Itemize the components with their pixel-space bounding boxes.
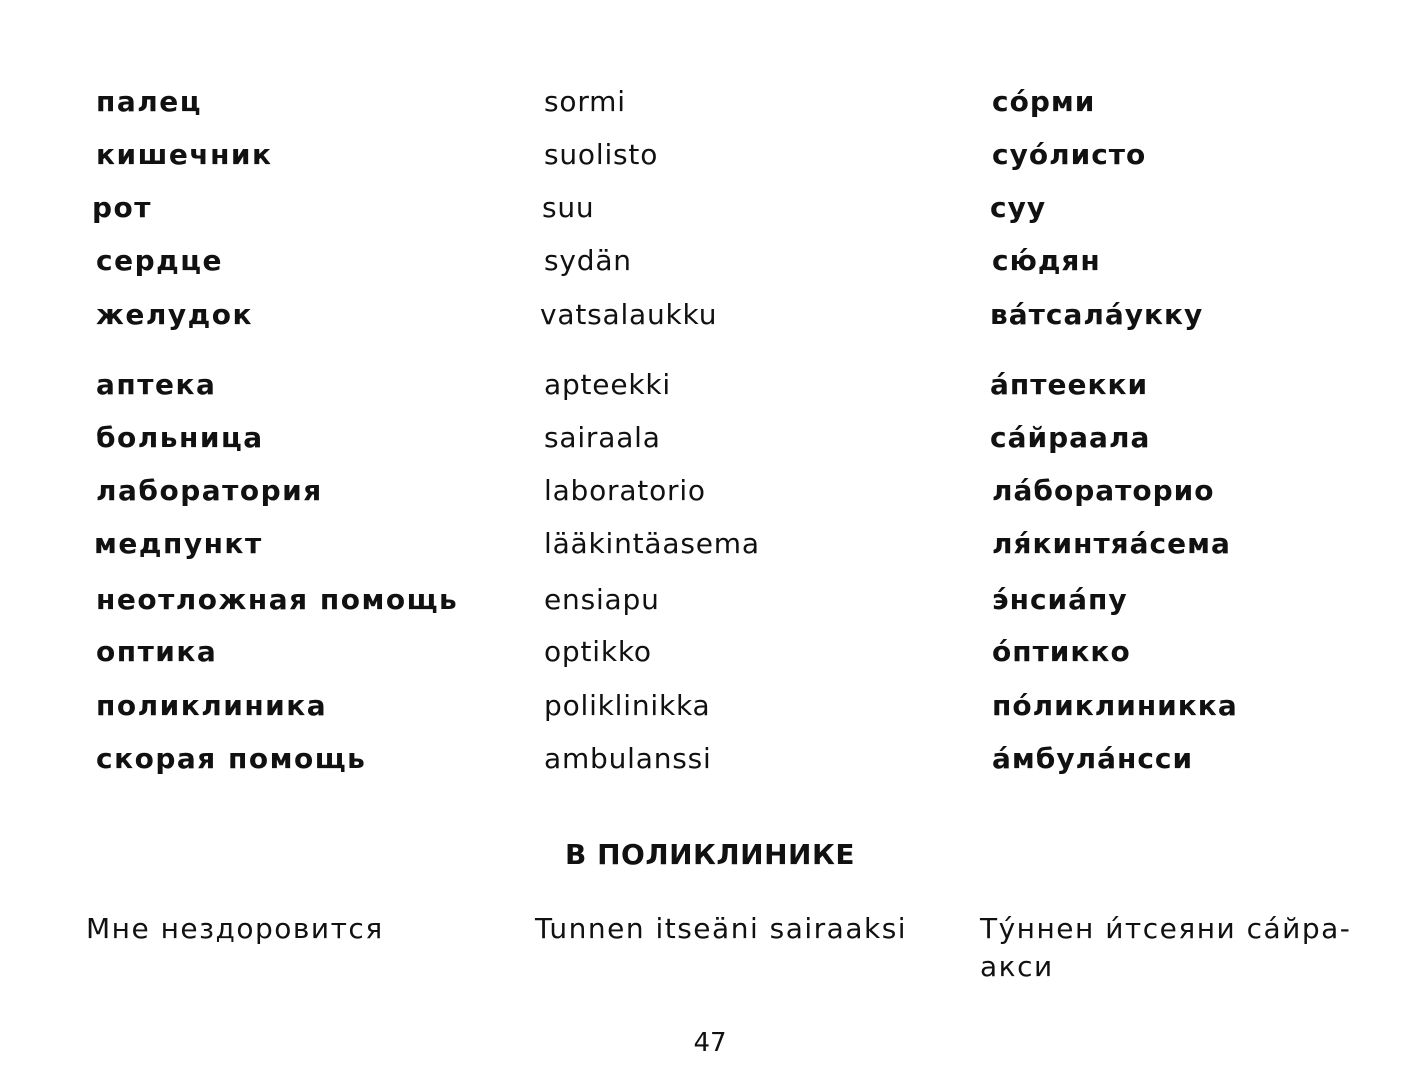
- vocab-row: [0, 632, 1420, 672]
- russian-word: медпункт: [94, 527, 263, 560]
- transcription: сю́дян: [992, 244, 1101, 277]
- transcription: о́птикко: [992, 635, 1131, 668]
- transcription: ла́бораторио: [992, 474, 1215, 507]
- transcription: суу: [990, 191, 1047, 224]
- vocab-row: [0, 580, 1420, 620]
- finnish-phrase: Tunnen itseäni sairaaksi: [535, 912, 908, 945]
- transcription: а́мбула́нсси: [992, 742, 1194, 775]
- finnish-word: sydän: [544, 244, 632, 277]
- finnish-word: poliklinikka: [544, 689, 711, 722]
- vocab-row: [0, 82, 1420, 122]
- vocab-row: [0, 365, 1420, 405]
- vocab-row: [0, 524, 1420, 564]
- russian-word: больница: [96, 421, 264, 454]
- russian-word: кишечник: [96, 138, 273, 171]
- transcription: суо́листо: [992, 138, 1147, 171]
- russian-word: сердце: [96, 244, 223, 277]
- vocab-row: [0, 471, 1420, 511]
- russian-word: лаборатория: [96, 474, 323, 507]
- russian-word: неотложная помощь: [96, 583, 459, 616]
- russian-word: рот: [92, 191, 153, 224]
- section-title: В ПОЛИКЛИНИКЕ: [565, 838, 855, 871]
- finnish-word: vatsalaukku: [540, 298, 718, 331]
- finnish-word: sairaala: [544, 421, 661, 454]
- vocab-row: [0, 241, 1420, 281]
- finnish-word: suolisto: [544, 138, 659, 171]
- russian-word: желудок: [96, 298, 253, 331]
- vocab-row: [0, 188, 1420, 228]
- finnish-word: apteekki: [544, 368, 671, 401]
- russian-word: палец: [96, 85, 202, 118]
- finnish-word: suu: [542, 191, 595, 224]
- russian-word: аптека: [96, 368, 217, 401]
- phrase-transcription: Ту́ннен и́тсеяни са́йра- акси: [980, 912, 1352, 983]
- transcription: а́птеекки: [990, 368, 1149, 401]
- finnish-word: ensiapu: [544, 583, 660, 616]
- transcription: по́ликлиникка: [992, 689, 1238, 722]
- russian-word: оптика: [96, 635, 218, 668]
- finnish-word: lääkintäasema: [544, 527, 760, 560]
- transcription: ва́тсала́укку: [990, 298, 1204, 331]
- transcription: са́йраала: [990, 421, 1151, 454]
- finnish-word: optikko: [544, 635, 652, 668]
- transcription: э́нсиа́пу: [992, 583, 1128, 616]
- vocab-row: [0, 686, 1420, 726]
- page-number: 47: [693, 1028, 727, 1058]
- vocab-row: [0, 295, 1420, 335]
- russian-phrase: Мне нездоровится: [86, 912, 384, 945]
- finnish-word: sormi: [544, 85, 626, 118]
- vocab-row: [0, 739, 1420, 779]
- vocab-row: [0, 418, 1420, 458]
- finnish-word: ambulanssi: [544, 742, 712, 775]
- russian-word: поликлиника: [96, 689, 328, 722]
- russian-word: скорая помощь: [96, 742, 367, 775]
- transcription: ля́кинтяа́сема: [992, 527, 1231, 560]
- finnish-word: laboratorio: [544, 474, 706, 507]
- vocab-row: [0, 135, 1420, 175]
- transcription: со́рми: [992, 85, 1096, 118]
